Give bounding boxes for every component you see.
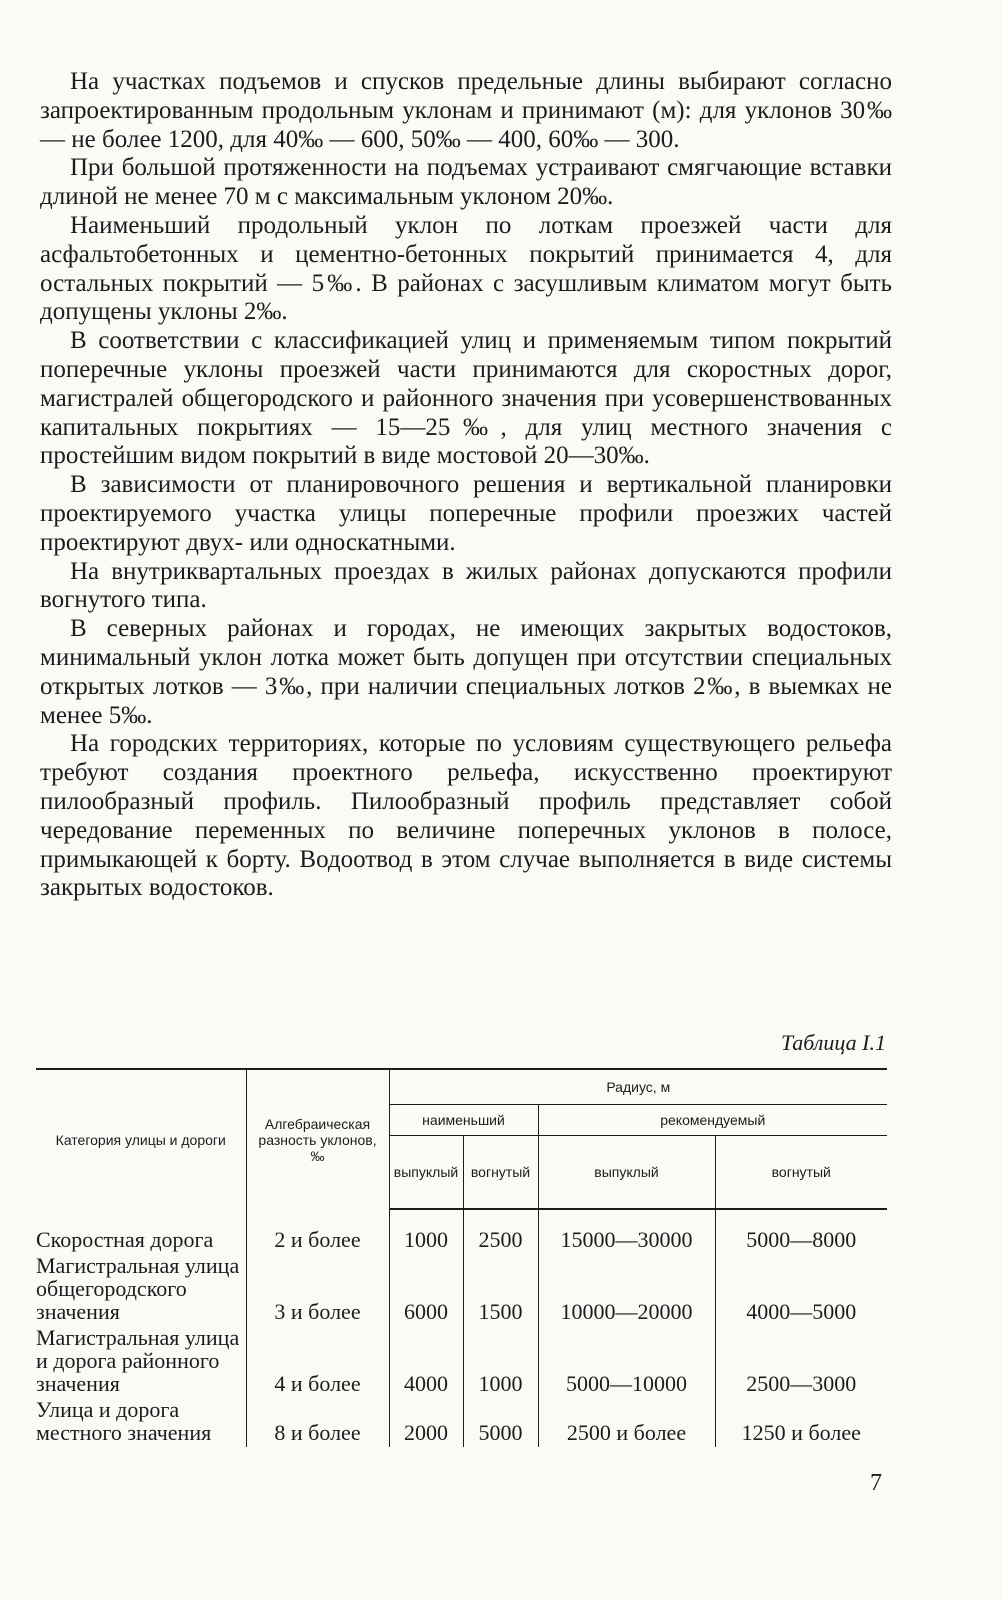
cell-category: Магистральная улица и дорога районного значения <box>36 1325 240 1396</box>
cell-rec-convex: 5000—10000 <box>538 1326 715 1398</box>
header-recommended: рекомендуемый <box>538 1105 887 1136</box>
paragraph: На внутриквартальных проездах в жилых районах допускаются профили вогнутого типа. <box>40 557 892 614</box>
cell-difference: 2 и более <box>246 1228 389 1254</box>
cell-category: Скоростная дорога <box>36 1227 214 1252</box>
table-row <box>36 1398 887 1447</box>
cell-rec-concave: 5000—8000 <box>715 1228 887 1254</box>
header-minimal: наименьший <box>389 1105 538 1136</box>
cell-min-concave: 1000 <box>463 1326 538 1398</box>
cell-rec-convex: 10000—20000 <box>538 1254 715 1326</box>
table-row <box>36 1228 887 1254</box>
paragraph: Наименьший продольный уклон по лоткам проезжей части для асфальтобетонных и цементно-бетонных покрытий принимается 4, для остальных покрытий — 5‰. В районах с засушливым климатом могут быть допущены уклоны 2‰. <box>40 211 892 326</box>
table-row <box>36 1326 887 1398</box>
table-row <box>36 1254 887 1326</box>
cell-difference: 3 и более <box>246 1254 389 1326</box>
header-rec-convex: выпуклый <box>538 1136 715 1210</box>
cell-category: Улица и дорога местного значения <box>36 1397 212 1445</box>
header-min-convex: выпуклый <box>389 1136 463 1210</box>
cell-min-concave: 1500 <box>463 1254 538 1326</box>
cell-rec-concave: 4000—5000 <box>715 1254 887 1326</box>
cell-rec-convex: 15000—30000 <box>538 1228 715 1254</box>
paragraph: В северных районах и городах, не имеющих закрытых водостоков, минимальный уклон лотка может быть допущен при отсутствии специальных открытых лотков — 3‰, при наличии специальных лотков 2‰, в выемках не менее 5‰. <box>40 615 892 729</box>
table-caption: Таблица I.1 <box>780 1030 886 1055</box>
paragraph: В зависимости от планировочного решения и вертикальной планировки проектируемого участка улицы поперечные профили проезжих частей проектируют двух- или односкатными. <box>40 471 892 556</box>
cell-min-convex: 4000 <box>389 1326 463 1398</box>
header-min-concave: вогнутый <box>463 1136 538 1210</box>
header-difference: Алгебраическая разность уклонов, ‰ <box>246 1069 389 1209</box>
cell-difference: 8 и более <box>246 1398 389 1447</box>
header-radius: Радиус, м <box>389 1069 887 1105</box>
paragraph: На участках подъемов и спусков предельные длины выбирают согласно запроектированным продольным уклонам и принимают (м): для уклонов 30‰ — не более 1200, для 40‰ — 600, 50‰ — 400, 60‰ — 300. <box>40 68 892 153</box>
cell-rec-concave: 2500—3000 <box>715 1326 887 1398</box>
paragraph: При большой протяженности на подъемах устраивают смягчающие вставки длиной не менее 70 м с максимальным уклоном 20‰. <box>40 154 892 211</box>
paragraph: На городских территориях, которые по условиям существующего рельефа требуют создания проектного рельефа, искусственно проектируют пилообразный профиль. Пилообразный профиль представляет собой чередование переменных по величине поперечных уклонов в полосе, примыкающей к борту. Водоотвод в этом случае выполняется в виде системы закрытых водостоков. <box>40 730 892 902</box>
cell-min-concave: 2500 <box>463 1228 538 1254</box>
cell-rec-concave: 1250 и более <box>715 1398 887 1447</box>
cell-min-concave: 5000 <box>463 1398 538 1447</box>
cell-min-convex: 6000 <box>389 1254 463 1326</box>
radius-table <box>36 1068 887 1447</box>
page-number: 7 <box>870 1470 882 1496</box>
cell-category: Магистральная улица общегородского значения <box>36 1253 240 1324</box>
cell-rec-convex: 2500 и более <box>538 1398 715 1447</box>
paragraph: В соответствии с классификацией улиц и применяемым типом покрытий поперечные уклоны проезжей части принимаются для скоростных дорог, магистралей общегородского и районного значения при усовершенствованных капитальных покрытиях — 15—25‰, для улиц местного значения с простейшим видом покрытий в виде мостовой 20—30‰. <box>40 327 892 470</box>
cell-difference: 4 и более <box>246 1326 389 1398</box>
body-text <box>40 68 892 903</box>
cell-min-convex: 1000 <box>389 1228 463 1254</box>
cell-min-convex: 2000 <box>389 1398 463 1447</box>
header-rec-concave: вогнутый <box>715 1136 887 1210</box>
header-category: Категория улицы и дороги <box>36 1069 246 1209</box>
